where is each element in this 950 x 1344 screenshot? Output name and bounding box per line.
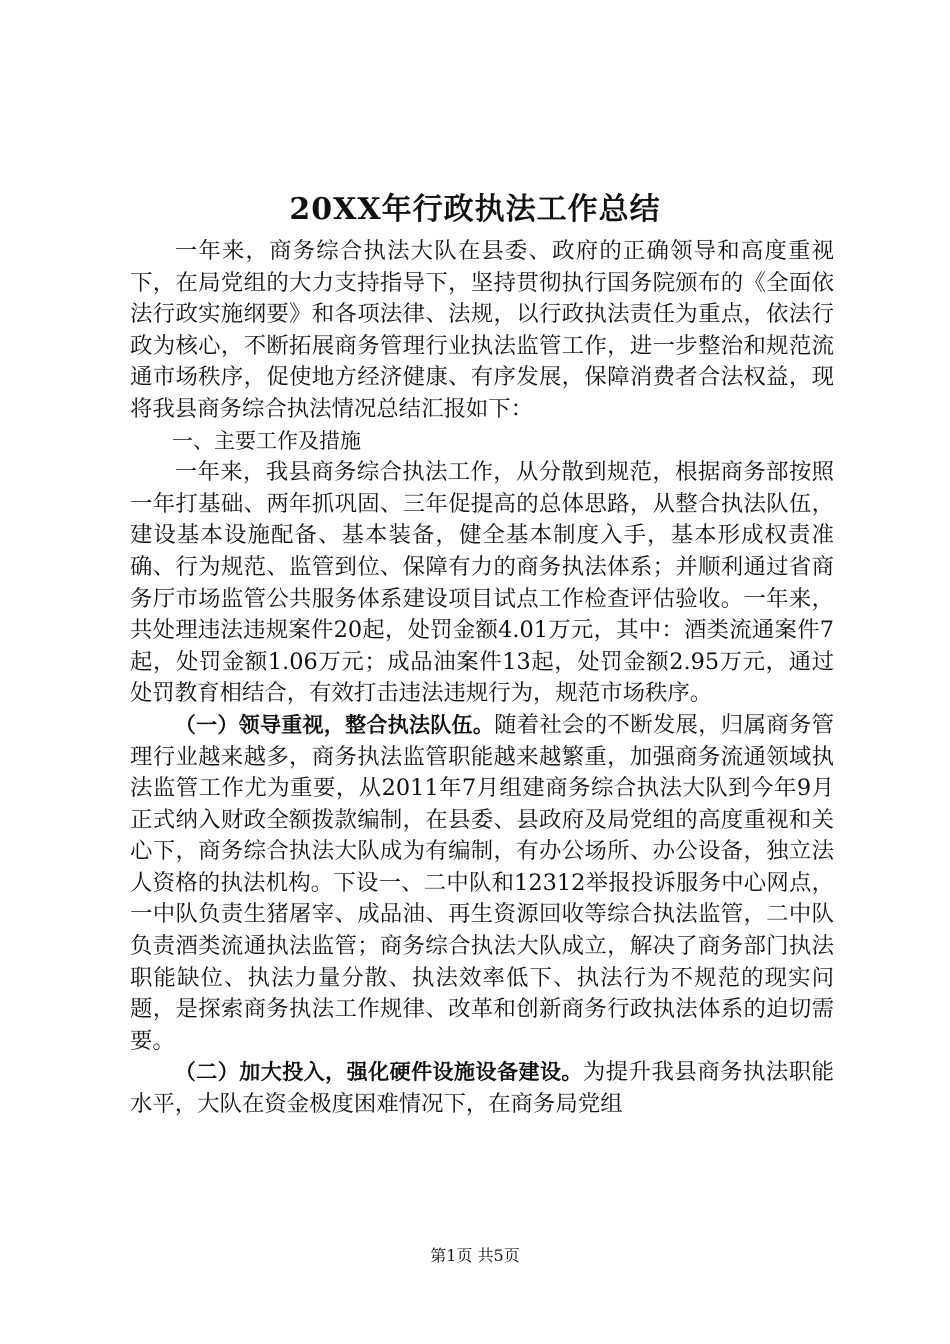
subsection-1-paragraph — [130, 710, 834, 1058]
subsection-2-paragraph — [130, 1057, 834, 1120]
subsection-1-text: 随着社会的不断发展，归属商务管理行业越来越多，商务执法监管职能越来越繁重，加强商务流通领域执法监管工作尤为重要，从2011年7月组建商务综合执法大队到今年9月正式纳入财政全额拨款编制，在县委、县政府及局党组的高度重视和关心下，商务综合执法大队成为有编制，有办公场所、办公设备，独立法人资格的执法机构。下设一、二中队和12312举报投诉服务中心网点，一中队负责生猪屠宰、成品油、再生资源回收等综合执法监管，二中队负责酒类流通执法监管；商务综合执法大队成立，解决了商务部门执法职能缺位、执法力量分散、执法效率低下、执法行为不规范的现实问题，是探索商务执法工作规律、改革和创新商务行政执法体系的迫切需要。 — [130, 711, 835, 1054]
page-number-footer: 第1页 共5页 — [430, 1246, 520, 1265]
subsection-1-heading: （一）领导重视，整合执法队伍。 — [174, 712, 495, 737]
section-heading: 一、主要工作及措施 — [172, 428, 361, 453]
intro-paragraph: 一年来，商务综合执法大队在县委、政府的正确领导和高度重视下，在局党组的大力支持指导下，坚持贯彻执行国务院颁布的《全面依法行政实施纲要》和各项法律、法规，以行政执法责任为重点，依法行政为核心，不断拓展商务管理行业执法监管工作，进一步整治和规范流通市场秩序，促使地方经济健康、有序发展，保障消费者合法权益，现将我县商务综合执法情况总结汇报如下： — [130, 238, 834, 422]
subsection-2-heading: （二）加大投入，强化硬件设施设备建设。 — [174, 1060, 583, 1085]
subsection-2-text: 为提升我县商务执法职能水平，大队在资金极度困难情况下，在商务局党组 — [130, 1059, 834, 1118]
document-body — [130, 236, 834, 1121]
work-summary-paragraph: 一年来，我县商务综合执法工作，从分散到规范，根据商务部按照一年打基础、两年抓巩固、三年促提高的总体思路，从整合执法队伍，建设基本设施配备、基本装备，健全基本制度入手，基本形成权责准确、行为规范、监管到位、保障有力的商务执法体系；并顺利通过省商务厅市场监管公共服务体系建设项目试点工作检查评估验收。一年来，共处理违法违规案件20起，处罚金额4.01万元，其中：酒类流通案件7起，处罚金额1.06万元；成品油案件13起，处罚金额2.95万元，通过处罚教育相结合，有效打击违法违规行为，规范市场秩序。 — [130, 459, 834, 707]
document-title: 20XX年行政执法工作总结 — [289, 192, 661, 227]
